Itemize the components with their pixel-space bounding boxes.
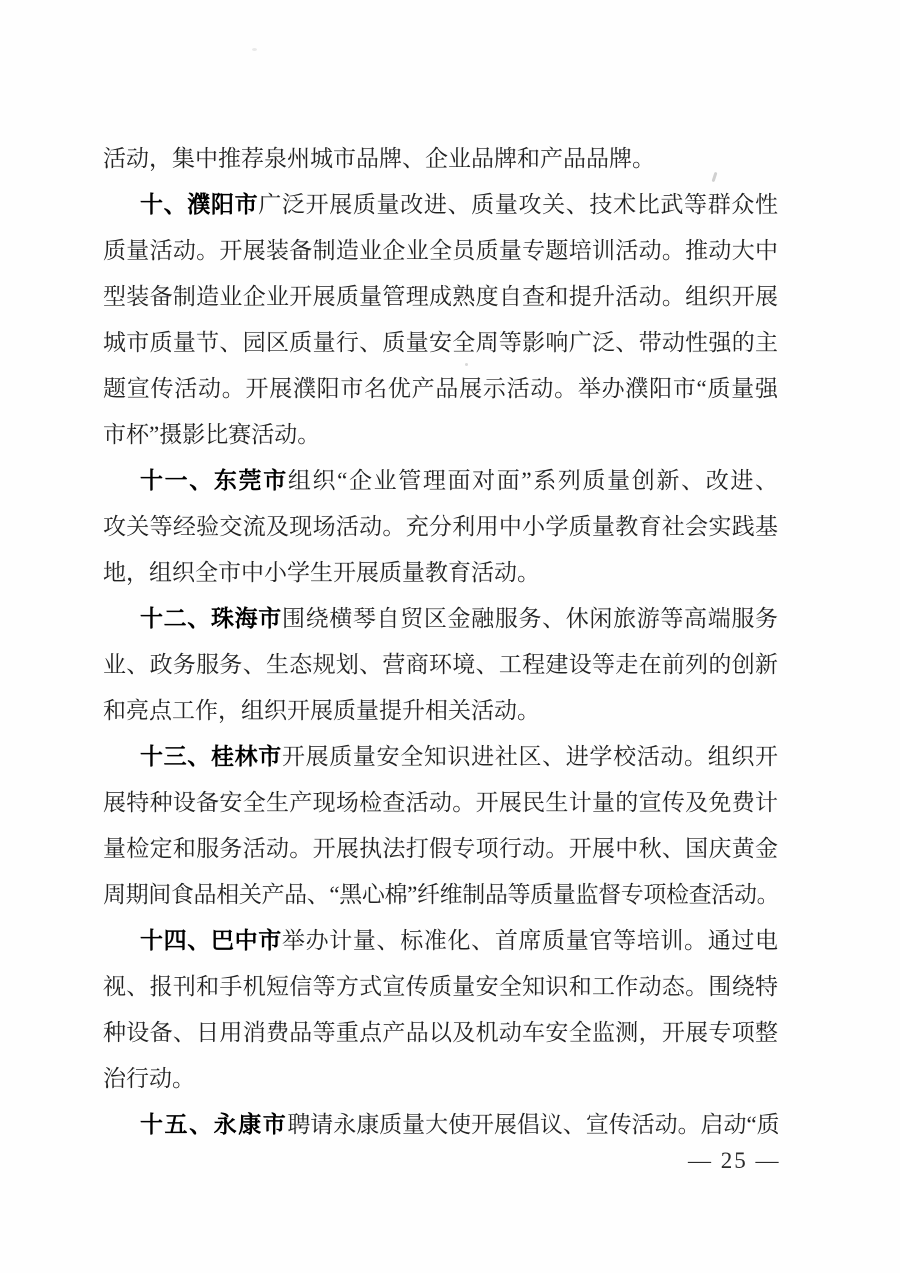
section-heading: 十三、桂林市: [140, 743, 282, 769]
line-text: 展特种设备安全生产现场检查活动。开展民生计量的宣传及免费计: [103, 790, 778, 815]
body-text: [103, 135, 778, 1147]
text-line: [103, 595, 778, 641]
line-text: 开展质量安全知识进社区、进学校活动。组织开: [281, 744, 779, 769]
line-text: 业、政务服务、生态规划、营商环境、工程建设等走在前列的创新: [103, 652, 778, 677]
text-line: [103, 1101, 778, 1147]
line-text: 治行动。: [103, 1066, 195, 1091]
text-line: [103, 135, 778, 181]
line-text: 活动，集中推荐泉州城市品牌、企业品牌和产品品牌。: [103, 146, 655, 171]
line-text: 种设备、日用消费品等重点产品以及机动车安全监测，开展专项整: [103, 1020, 778, 1045]
text-line: [103, 549, 778, 595]
line-text: 广泛开展质量改进、质量攻关、技术比武等群众性: [258, 192, 779, 217]
line-text: 周期间食品相关产品、“黑心棉”纤维制品等质量监督专项检查活动。: [103, 882, 778, 907]
text-line: [103, 825, 778, 871]
line-text: 攻关等经验交流及现场活动。充分利用中小学质量教育社会实践基: [103, 514, 778, 539]
text-line: [103, 227, 778, 273]
section-heading: 十一、东莞市: [140, 467, 288, 493]
section-heading: 十四、巴中市: [140, 927, 282, 953]
section-heading: 十二、珠海市: [140, 605, 282, 631]
scan-artifact: [465, 363, 468, 366]
text-line: [103, 273, 778, 319]
text-line: [103, 779, 778, 825]
text-line: [103, 1055, 778, 1101]
text-line: [103, 457, 778, 503]
text-line: [103, 319, 778, 365]
text-line: [103, 1009, 778, 1055]
section-heading: 十五、永康市: [140, 1111, 288, 1137]
line-text: 视、报刊和手机短信等方式宣传质量安全知识和工作动态。围绕特: [103, 974, 778, 999]
line-text: 聘请永康质量大使开展倡议、宣传活动。启动“质: [287, 1112, 779, 1137]
text-line: [103, 963, 778, 1009]
page-number: — 25 —: [688, 1148, 781, 1173]
line-text: 型装备制造业企业开展质量管理成熟度自查和提升活动。组织开展: [103, 284, 778, 309]
text-line: [103, 181, 778, 227]
line-text: 地，组织全市中小学生开展质量教育活动。: [103, 560, 540, 585]
text-line: [103, 365, 778, 411]
section-heading: 十、濮阳市: [140, 191, 259, 217]
line-text: 组织“企业管理面对面”系列质量创新、改进、: [287, 468, 778, 493]
line-text: 市杯”摄影比赛活动。: [103, 422, 321, 447]
line-text: 围绕横琴自贸区金融服务、休闲旅游等高端服务: [281, 606, 779, 631]
text-line: [103, 641, 778, 687]
line-text: 和亮点工作，组织开展质量提升相关活动。: [103, 698, 540, 723]
line-text: 量检定和服务活动。开展执法打假专项行动。开展中秋、国庆黄金: [103, 836, 778, 861]
text-line: [103, 503, 778, 549]
line-text: 题宣传活动。开展濮阳市名优产品展示活动。举办濮阳市“质量强: [103, 376, 778, 401]
scan-artifact: [252, 48, 257, 51]
text-line: [103, 871, 778, 917]
line-text: 举办计量、标准化、首席质量官等培训。通过电: [281, 928, 779, 953]
text-line: [103, 917, 778, 963]
text-line: [103, 411, 778, 457]
text-line: [103, 733, 778, 779]
line-text: 质量活动。开展装备制造业企业全员质量专题培训活动。推动大中: [103, 238, 778, 263]
text-line: [103, 687, 778, 733]
line-text: 城市质量节、园区质量行、质量安全周等影响广泛、带动性强的主: [103, 330, 778, 355]
